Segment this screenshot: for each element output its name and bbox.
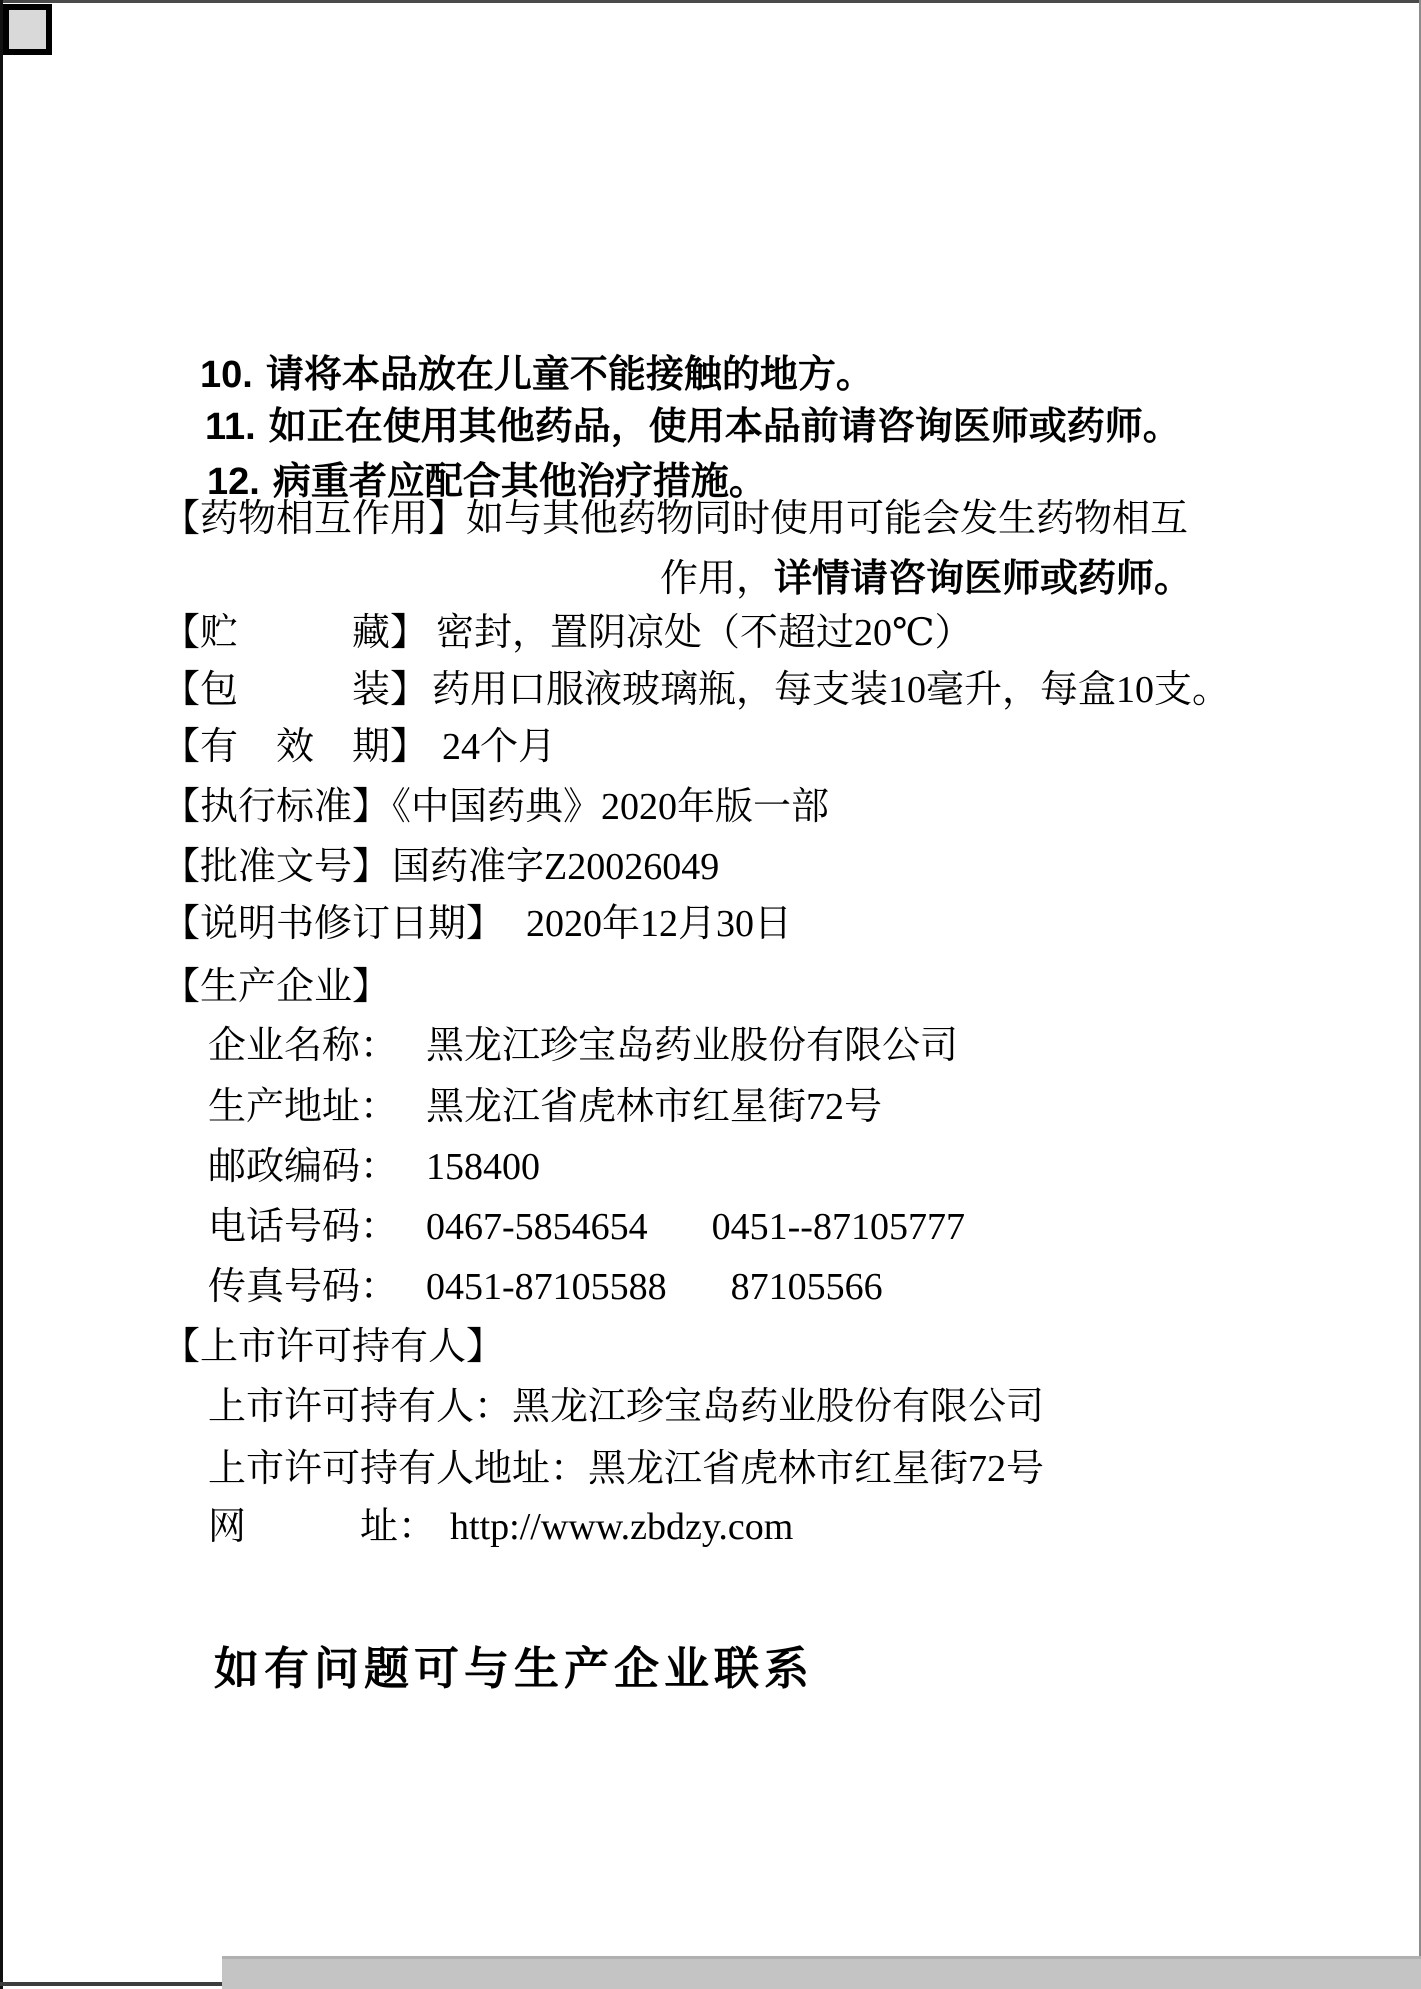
scanner-gray-bar (222, 1956, 1421, 1989)
mah-holder-row: 上市许可持有人：黑龙江珍宝岛药业股份有限公司 (208, 1386, 1045, 1428)
precaution-text: 病重者应配合其他治疗措施。 (272, 461, 767, 503)
packaging-entry (162, 671, 1230, 709)
storage-entry (162, 614, 973, 652)
field-label: 企业名称： (208, 1025, 399, 1067)
entry-value: 2020年12月30日 (526, 903, 793, 945)
field-label: 电话号码： (208, 1206, 399, 1248)
field-label: 传真号码： (208, 1266, 399, 1308)
precaution-number: 10. (200, 354, 253, 396)
precaution-item-10 (200, 356, 874, 394)
drug-interaction-continuation (660, 560, 1192, 598)
continuation-regular: 作用， (660, 558, 775, 600)
validity-entry (162, 728, 556, 766)
entry-value: 药用口服液玻璃瓶，每支装10毫升，每盒10支。 (432, 669, 1231, 711)
print-registration-mark (3, 4, 52, 55)
precaution-text: 请将本品放在儿童不能接触的地方。 (265, 354, 874, 396)
entry-value: 24个月 (442, 726, 557, 768)
entry-label: 【有 效 期】 (162, 726, 429, 768)
precaution-item-12 (207, 463, 767, 501)
precaution-text: 如正在使用其他药品，使用本品前请咨询医师或药师。 (268, 406, 1181, 448)
revision-date-entry (162, 905, 792, 943)
field-value: 0467-5854654 (426, 1206, 648, 1248)
precaution-number: 11. (205, 406, 256, 448)
approval-number-entry (162, 848, 719, 886)
website-url: http://www.zbdzy.com (450, 1506, 794, 1548)
entry-label: 【批准文号】 (162, 846, 391, 888)
field-label: 邮政编码： (208, 1146, 399, 1188)
postal-code-row (208, 1148, 540, 1186)
entry-value: 《中国药典》2020年版一部 (392, 786, 830, 828)
contact-manufacturer-note: 如有问题可与生产企业联系 (214, 1643, 815, 1694)
field-value: 黑龙江省虎林市红星街72号 (426, 1086, 883, 1128)
mah-address-row: 上市许可持有人地址：黑龙江省虎林市红星街72号 (208, 1448, 1045, 1490)
standard-entry (162, 788, 829, 826)
entry-label: 【药物相互作用】 (162, 498, 467, 540)
company-name-row (208, 1027, 958, 1065)
production-address-row (208, 1088, 882, 1126)
field-value: 158400 (426, 1146, 540, 1188)
entry-value: 如与其他药物同时使用可能会发生药物相互 (466, 498, 1189, 540)
field-value: 0451--87105777 (711, 1206, 965, 1248)
entry-label: 【说明书修订日期】 (162, 903, 505, 945)
field-value: 0451-87105588 (426, 1266, 667, 1308)
field-label: 网 址： (208, 1506, 437, 1548)
drug-interaction-line (162, 500, 1188, 538)
entry-label: 【包 装】 (162, 669, 429, 711)
manufacturer-section-header: 【生产企业】 (162, 966, 391, 1008)
field-value: 87105566 (730, 1266, 883, 1308)
field-label: 生产地址： (208, 1086, 399, 1128)
phone-number-row (208, 1208, 965, 1246)
scan-left-edge-line (0, 0, 3, 1989)
continuation-bold: 详情请咨询医师或药师。 (774, 558, 1193, 600)
scan-bottom-edge-line (0, 1982, 222, 1986)
entry-value: 国药准字Z20026049 (392, 846, 720, 888)
entry-value: 密封，置阴凉处（不超过20℃） (436, 612, 973, 654)
fax-number-row (208, 1268, 883, 1306)
scan-top-edge-line (0, 0, 1421, 3)
mah-section-header: 【上市许可持有人】 (162, 1326, 505, 1368)
entry-label: 【执行标准】 (162, 786, 391, 828)
precaution-number: 12. (207, 461, 260, 503)
precaution-item-11 (205, 408, 1181, 446)
website-row (208, 1508, 793, 1546)
entry-label: 【贮 藏】 (162, 612, 429, 654)
field-value: 黑龙江珍宝岛药业股份有限公司 (426, 1025, 959, 1067)
